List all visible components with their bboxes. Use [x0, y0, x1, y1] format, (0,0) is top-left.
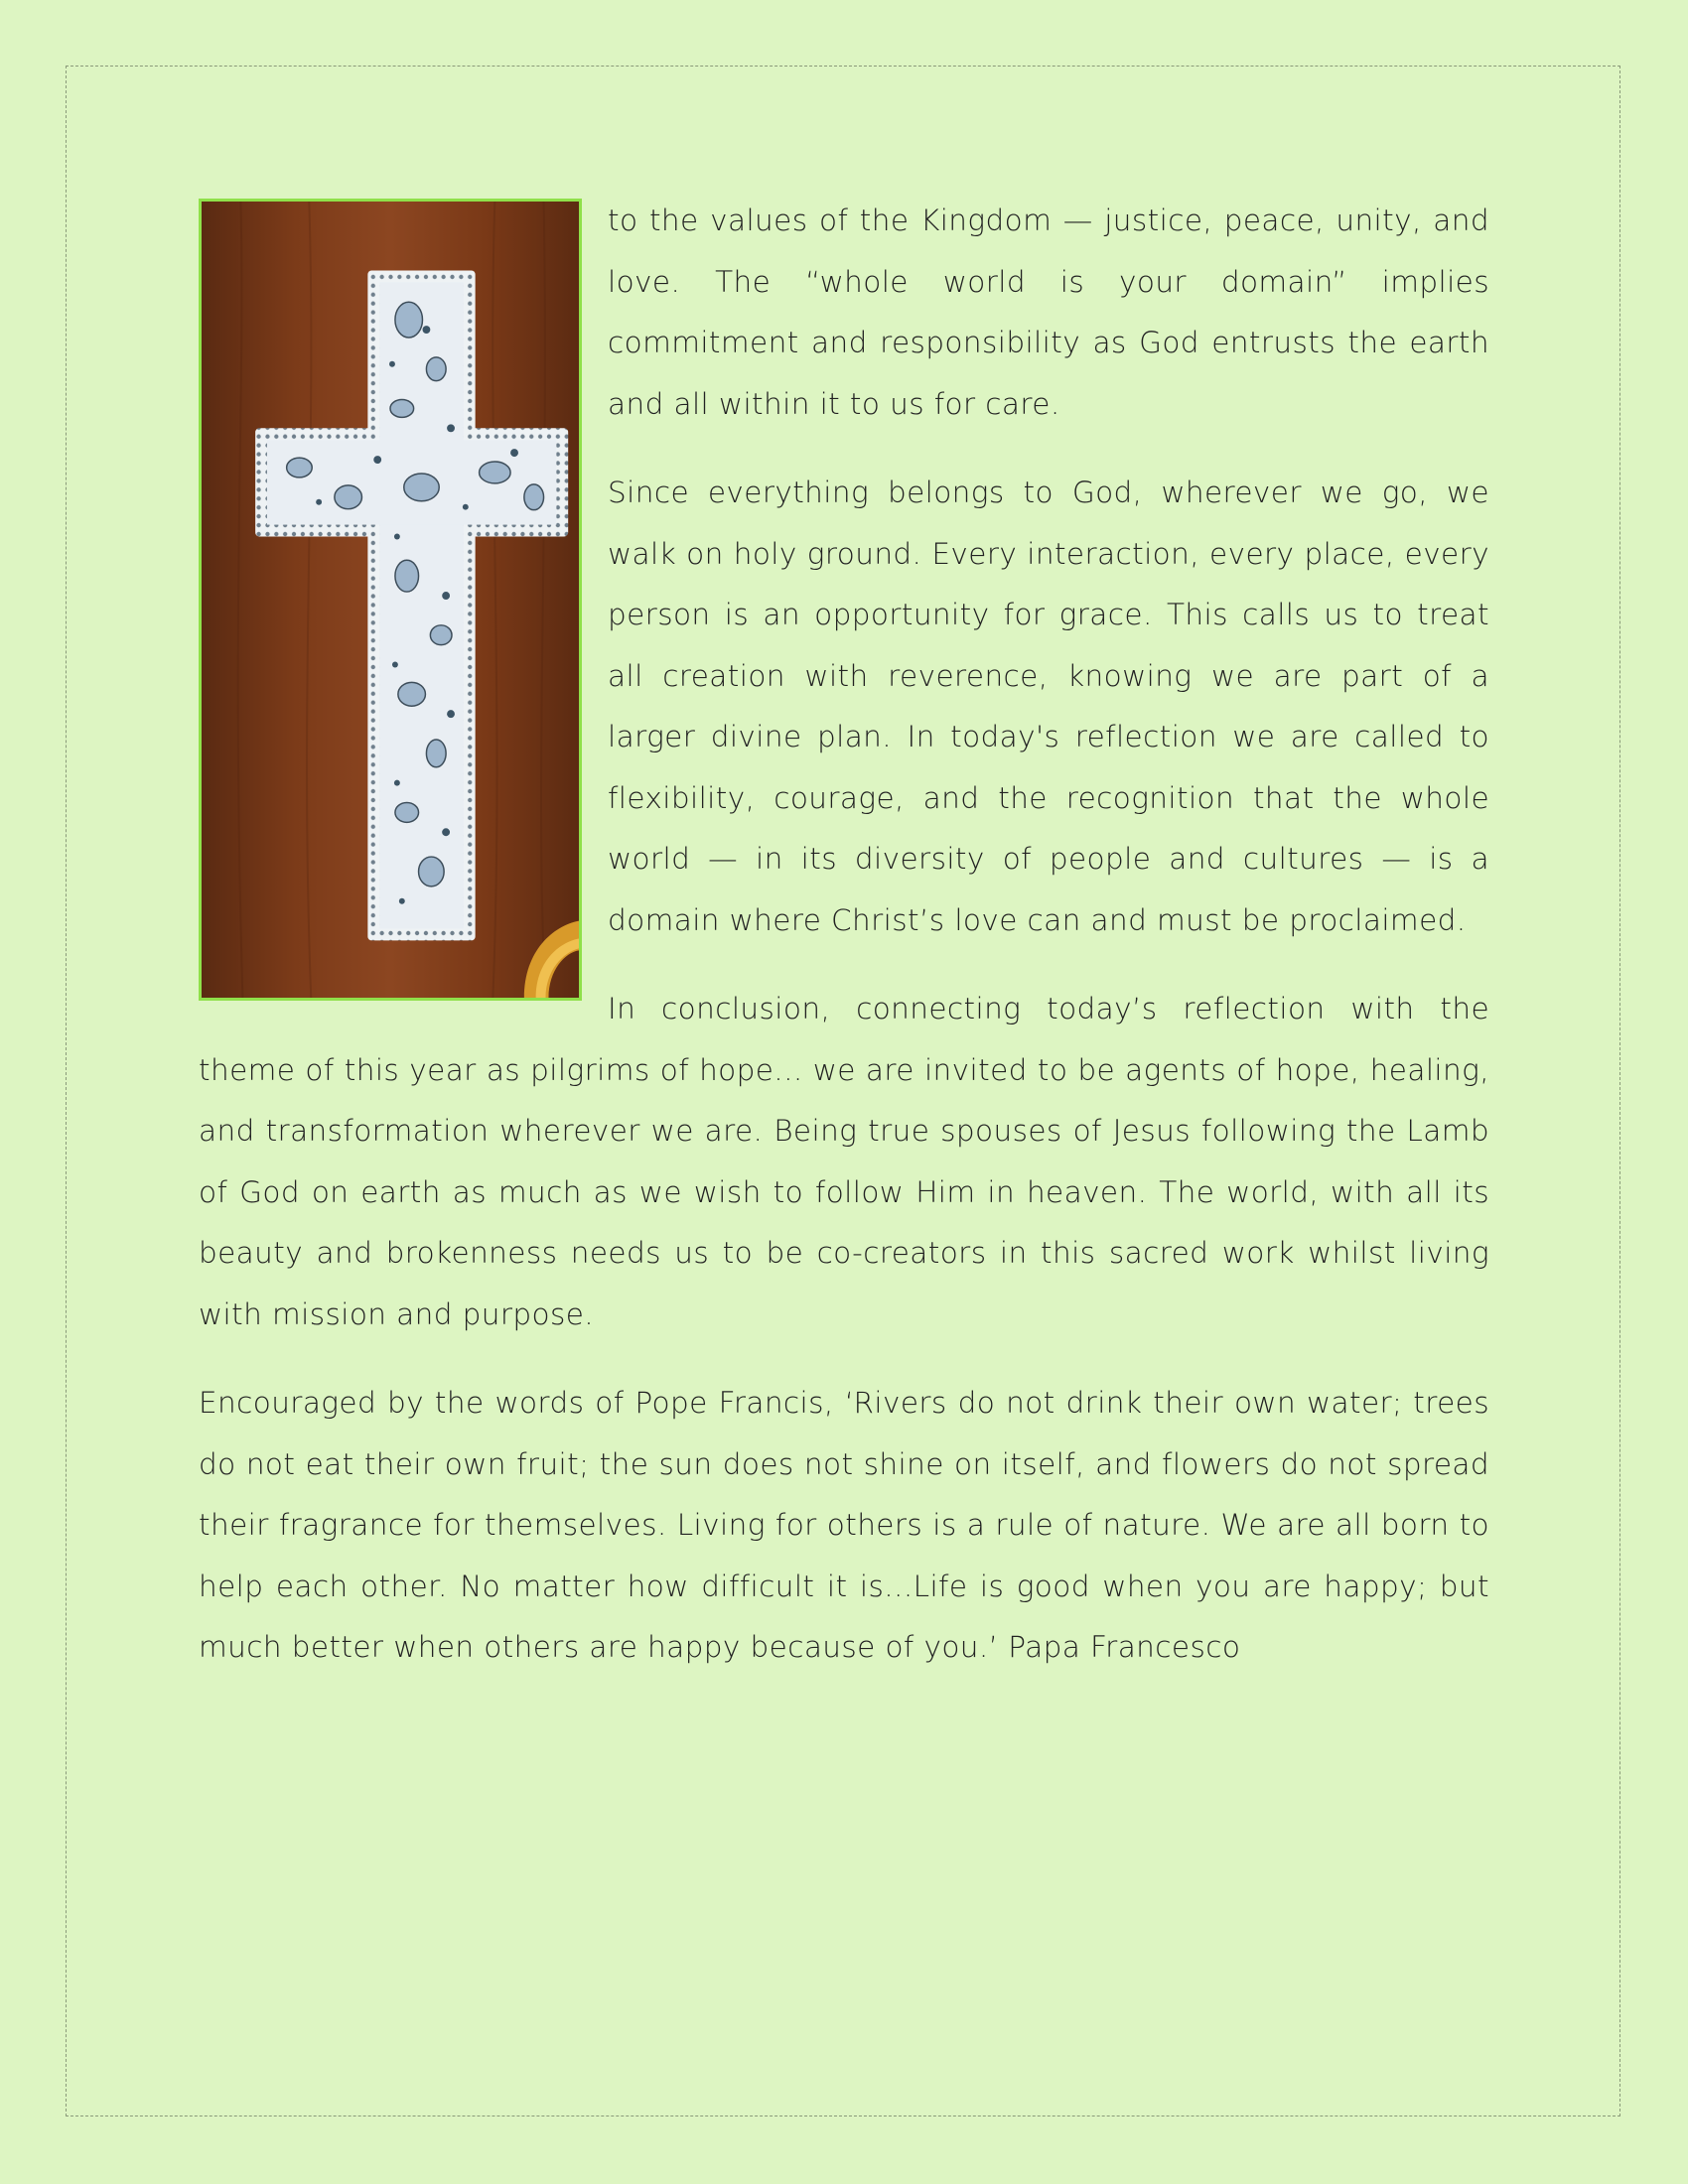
paragraph-1: to the values of the Kingdom — justice, peace, unity, and love. The “whole world is your domain” implies commitment and responsibility as God entrusts the earth and all within it to us for care.	[608, 204, 1489, 421]
paragraph-3: In conclusion, connecting today’s reflection with the theme of this year as pilgrims of hope... we are invited to be agents of hope, healing, and transformation wherever we are. Being true spouses of Jesus following the Lamb of God on earth as much as we wish to follow Him in heaven. The world, with all its beauty and brokenness needs us to be co-creators in this sacred work whilst living with mission and purpose.	[199, 992, 1489, 1331]
paragraph-4: Encouraged by the words of Pope Francis, ‘Rivers do not drink their own water; trees do not eat their own fruit; the sun does not shine on itself, and flowers do not spread their fragrance for themselves. Living for others is a rule of nature. We are all born to help each other. No matter how difficult it is...Life is good when you are happy; but much better when others are happy because of you.’ Papa Francesco	[199, 1386, 1489, 1664]
paragraph-2: Since everything belongs to God, wherever we go, we walk on holy ground. Every interaction, every place, every person is an opportunity for grace. This calls us to treat all creation with reverence, knowing we are part of a larger divine plan. In today's reflection we are called to flexibility, courage, and the recognition that the whole world — in its diversity of people and cultures — is a domain where Christ’s love can and must be proclaimed.	[608, 476, 1489, 937]
document-body	[199, 199, 1489, 1706]
cross-photo	[199, 199, 582, 1001]
mosaic-cross-icon	[202, 202, 579, 998]
